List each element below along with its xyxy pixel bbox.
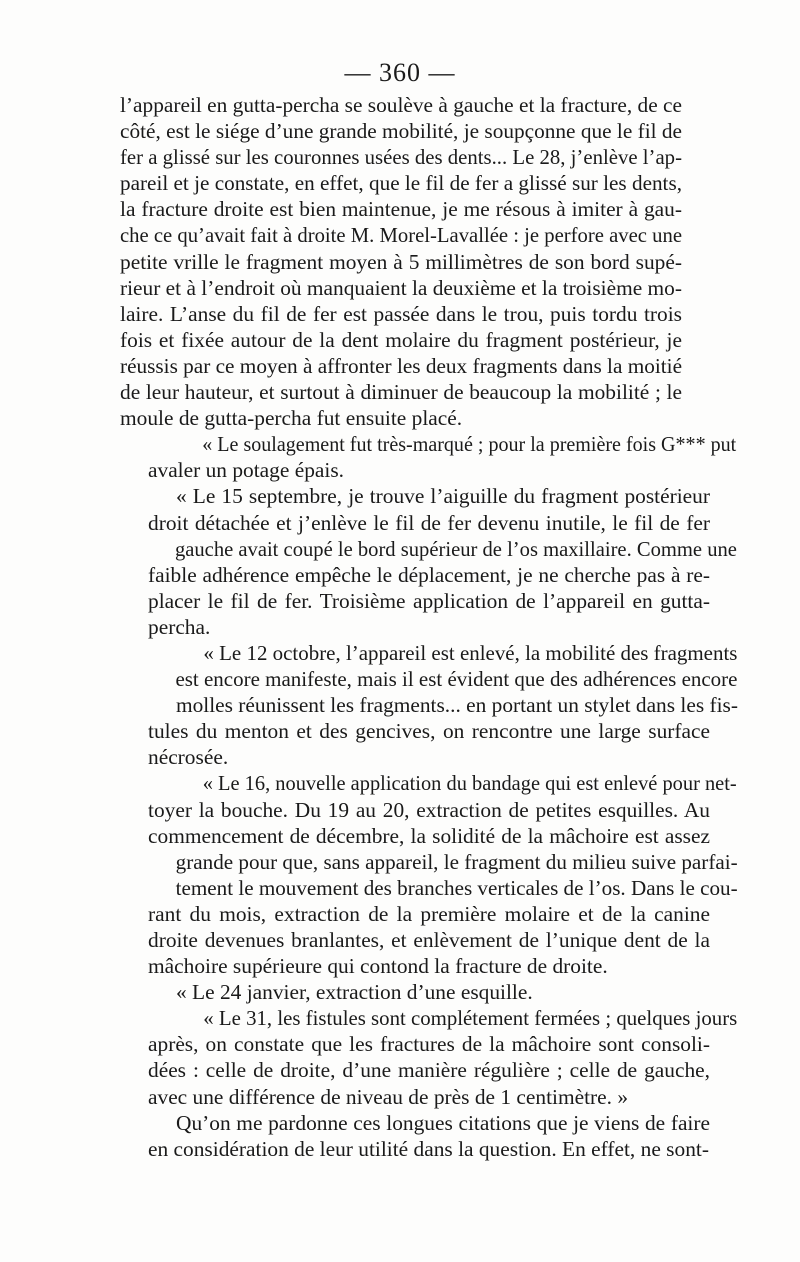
- text-line: che ce qu’avait fait à droite M. Morel-Lavallée : je perfore avec une: [120, 223, 682, 248]
- paragraph-p8: [120, 1110, 710, 1162]
- text-line: toyer la bouche. Du 19 au 20, extraction de petites esquilles. Au: [148, 797, 710, 822]
- text-line: petite vrille le fragment moyen à 5 millimètres de son bord supé-: [120, 249, 682, 274]
- text-line: fer a glissé sur les couronnes usées des dents... Le 28, j’enlève l’ap-: [120, 145, 682, 170]
- paragraph-p2: [120, 431, 737, 483]
- text-line: molles réunissent les fragments... en portant un stylet dans les fis-: [175, 693, 738, 718]
- text-line: de leur hauteur, et surtout à diminuer de beaucoup la mobilité ; le: [120, 380, 682, 405]
- text-line: nécrosée.: [148, 745, 229, 770]
- paragraph-p7: [120, 1005, 738, 1109]
- text-line: la fracture droite est bien maintenue, je me résous à imiter à gau-: [120, 197, 682, 222]
- text-line: droit détachée et j’enlève le fil de fer devenu inutile, le fil de fer: [148, 510, 710, 535]
- text-line: « Le 24 janvier, extraction d’une esquille.: [176, 980, 533, 1005]
- text-line: grande pour que, sans appareil, le fragment du milieu suive parfai-: [175, 849, 738, 874]
- text-line: en considération de leur utilité dans la question. En effet, ne sont-: [148, 1136, 709, 1161]
- text-line: « Le 12 octobre, l’appareil est enlevé, la mobilité des fragments: [203, 640, 738, 665]
- paragraph-p6: [120, 979, 682, 1005]
- text-line: avaler un potage épais.: [148, 458, 344, 483]
- paragraph-p1: [120, 92, 682, 431]
- text-line: laire. L’anse du fil de fer est passée dans le trou, puis tordu trois: [120, 301, 682, 326]
- body-text: [120, 92, 738, 1162]
- text-line: côté, est le siége d’une grande mobilité, je soupçonne que le fil de: [120, 119, 682, 144]
- text-line: commencement de décembre, la solidité de la mâchoire est assez: [148, 823, 710, 848]
- text-line: rieur et à l’endroit où manquaient la deuxième et la troisième mo-: [120, 275, 682, 300]
- text-line: « Le 31, les fistules sont complétement fermées ; quelques jours: [203, 1006, 738, 1031]
- text-line: faible adhérence empêche le déplacement, je ne cherche pas à re-: [148, 562, 710, 587]
- text-line: avec une différence de niveau de près de 1 centimètre. »: [148, 1084, 629, 1109]
- paragraph-p4: [120, 640, 738, 770]
- paragraph-p3: [120, 483, 737, 640]
- text-line: Qu’on me pardonne ces longues citations que je viens de faire: [176, 1110, 710, 1135]
- text-line: rant du mois, extraction de la première molaire et de la canine: [148, 901, 710, 926]
- text-line: placer le fil de fer. Troisième application de l’appareil en gutta-: [148, 588, 710, 613]
- text-line: « Le 16, nouvelle application du bandage qui est enlevé pour net-: [202, 771, 737, 796]
- text-line: « Le soulagement fut très-marqué ; pour la première fois G*** put: [202, 432, 737, 457]
- text-line: l’appareil en gutta-percha se soulève à gauche et la fracture, de ce: [120, 93, 682, 117]
- text-line: fois et fixée autour de la dent molaire du fragment postérieur, je: [120, 327, 682, 352]
- text-line: tement le mouvement des branches verticales de l’os. Dans le cou-: [175, 875, 738, 900]
- text-line: « Le 15 septembre, je trouve l’aiguille du fragment postérieur: [176, 484, 710, 509]
- page-number: — 360 —: [344, 58, 456, 87]
- text-line: est encore manifeste, mais il est évident que des adhérences encore: [175, 667, 738, 692]
- text-line: moule de gutta-percha fut ensuite placé.: [120, 406, 463, 431]
- text-line: droite devenues branlantes, et enlèvement de l’unique dent de la: [148, 928, 710, 952]
- text-line: gauche avait coupé le bord supérieur de l’os maxillaire. Comme une: [174, 536, 737, 561]
- text-line: percha.: [148, 614, 211, 639]
- text-line: mâchoire supérieure qui contond la fracture de droite.: [148, 954, 608, 979]
- text-line: pareil et je constate, en effet, que le fil de fer a glissé sur les dents,: [120, 171, 682, 196]
- text-line: tules du menton et des gencives, on rencontre une large surface: [148, 719, 710, 744]
- paragraph-p5: [120, 770, 738, 979]
- text-line: dées : celle de droite, d’une manière régulière ; celle de gauche,: [148, 1058, 710, 1083]
- text-line: réussis par ce moyen à affronter les deux fragments dans la moitié: [120, 353, 682, 378]
- text-line: après, on constate que les fractures de la mâchoire sont consoli-: [148, 1032, 710, 1057]
